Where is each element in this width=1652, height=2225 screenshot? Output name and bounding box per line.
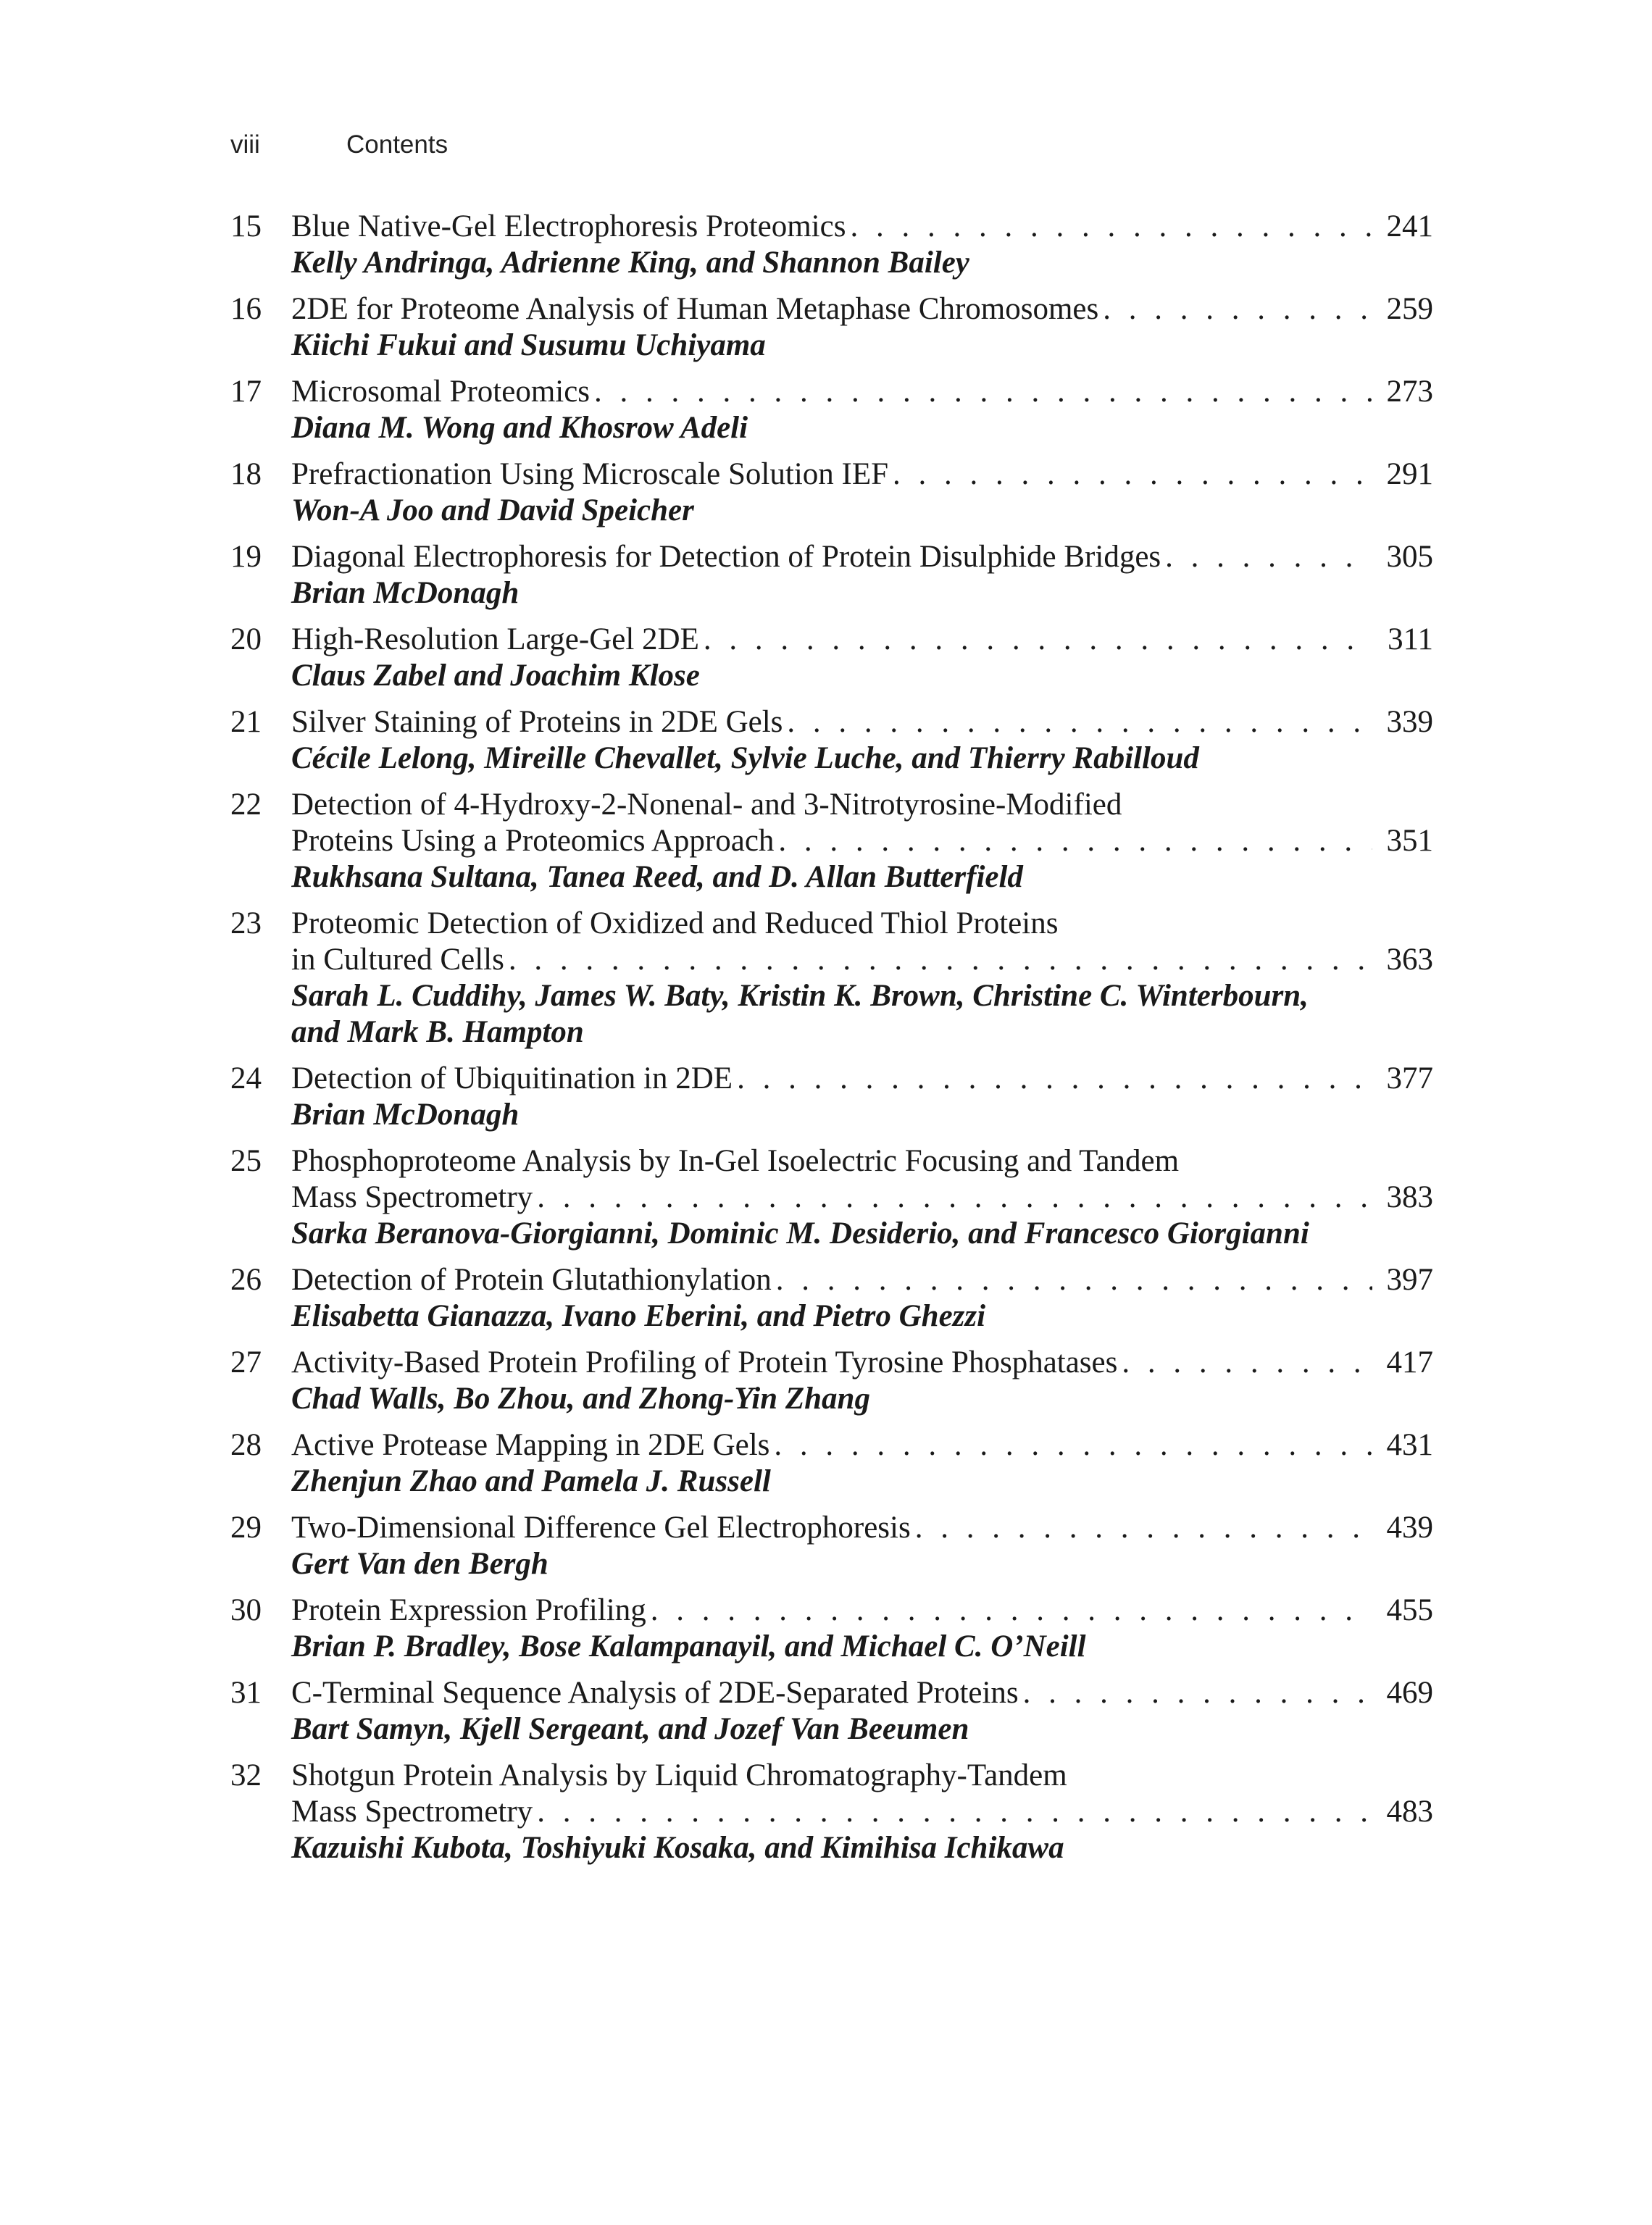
toc-entry	[230, 1675, 1433, 1748]
chapter-authors: Cécile Lelong, Mireille Chevallet, Sylvie Luche, and Thierry Rabilloud	[291, 741, 1199, 775]
dot-leader	[1161, 539, 1372, 575]
dot-leader	[772, 1262, 1372, 1298]
toc-entry	[230, 456, 1433, 529]
chapter-number: 23	[230, 906, 262, 940]
dot-leader	[774, 823, 1372, 859]
entry-body	[291, 291, 1433, 364]
chapter-title: Mass Spectrometry	[291, 1180, 533, 1214]
entry-body	[291, 456, 1433, 529]
dot-leader	[846, 209, 1372, 245]
dot-leader	[769, 1427, 1372, 1464]
entry-body	[291, 1592, 1433, 1665]
toc-entry	[230, 787, 1433, 896]
chapter-number: 32	[230, 1758, 262, 1792]
toc-entry	[230, 539, 1433, 611]
chapter-number: 29	[230, 1511, 262, 1545]
page-reference: 241	[1386, 209, 1433, 243]
toc-entry	[230, 906, 1433, 1051]
page-reference: 351	[1386, 824, 1433, 858]
toc-entry	[230, 1061, 1433, 1133]
toc-entry	[230, 1262, 1433, 1335]
chapter-title: Microsomal Proteomics	[291, 375, 591, 409]
chapter-title-line	[291, 1061, 1433, 1097]
chapter-authors: Brian McDonagh	[291, 1098, 520, 1132]
chapter-title-line	[291, 622, 1433, 658]
chapter-title: Diagonal Electrophoresis for Detection of Protein Disulphide Bridges	[291, 540, 1161, 574]
page-header	[230, 130, 448, 159]
entry-body	[291, 1675, 1433, 1748]
chapter-title: High-Resolution Large-Gel 2DE	[291, 622, 699, 656]
entry-body	[291, 704, 1433, 777]
chapter-title: 2DE for Proteome Analysis of Human Metaphase Chromosomes	[291, 292, 1099, 326]
entry-body	[291, 1758, 1433, 1866]
chapter-title-line	[291, 823, 1433, 859]
chapter-title-line	[291, 209, 1433, 245]
dot-leader	[504, 942, 1372, 978]
entry-body	[291, 1510, 1433, 1582]
chapter-title: Activity-Based Protein Profiling of Protein Tyrosine Phosphatases	[291, 1345, 1118, 1379]
chapter-number: 25	[230, 1144, 262, 1178]
entry-body	[291, 622, 1433, 694]
page-reference: 455	[1386, 1593, 1433, 1627]
chapter-title: Blue Native-Gel Electrophoresis Proteomics	[291, 209, 846, 243]
entry-body	[291, 209, 1433, 281]
chapter-number: 26	[230, 1263, 262, 1297]
chapter-authors: Kiichi Fukui and Susumu Uchiyama	[291, 328, 766, 362]
chapter-title-line	[291, 456, 1433, 493]
chapter-title: Two-Dimensional Difference Gel Electrophoresis	[291, 1511, 911, 1545]
chapter-authors: Rukhsana Sultana, Tanea Reed, and D. Allan Butterfield	[291, 860, 1023, 894]
chapter-authors: Brian P. Bradley, Bose Kalampanayil, and Michael C. O’Neill	[291, 1629, 1086, 1663]
page-reference: 305	[1386, 540, 1433, 574]
chapter-title-first-line: Proteomic Detection of Oxidized and Reduced Thiol Proteins	[291, 906, 1059, 940]
page-reference: 273	[1386, 375, 1433, 409]
chapter-title-line	[291, 291, 1433, 327]
toc-entry	[230, 1143, 1433, 1252]
chapter-title-line	[291, 539, 1433, 575]
page-reference: 439	[1386, 1511, 1433, 1545]
entry-body	[291, 539, 1433, 611]
entry-body	[291, 906, 1433, 1051]
chapter-title-first-line: Detection of 4-Hydroxy-2-Nonenal- and 3-Nitrotyrosine-Modified	[291, 788, 1122, 822]
dot-leader	[1117, 1345, 1372, 1381]
dot-leader	[783, 704, 1372, 740]
toc-entry	[230, 1345, 1433, 1417]
entry-body	[291, 1143, 1433, 1252]
toc-entry	[230, 622, 1433, 694]
chapter-authors: Bart Samyn, Kjell Sergeant, and Jozef Van Beeumen	[291, 1712, 969, 1746]
chapter-title: Detection of Ubiquitination in 2DE	[291, 1061, 733, 1095]
page-reference: 397	[1386, 1263, 1433, 1297]
entry-body	[291, 374, 1433, 446]
chapter-authors: Diana M. Wong and Khosrow Adeli	[291, 411, 748, 445]
entry-body	[291, 1345, 1433, 1417]
chapter-title-line	[291, 1262, 1433, 1298]
chapter-title: C-Terminal Sequence Analysis of 2DE-Separated Proteins	[291, 1676, 1019, 1710]
page-reference: 431	[1386, 1428, 1433, 1462]
entry-body	[291, 1427, 1433, 1500]
chapter-title: Mass Spectrometry	[291, 1795, 533, 1829]
chapter-authors: Kazuishi Kubota, Toshiyuki Kosaka, and Kimihisa Ichikawa	[291, 1831, 1064, 1865]
page-reference: 339	[1386, 705, 1433, 739]
chapter-number: 17	[230, 375, 262, 409]
chapter-number: 15	[230, 209, 262, 243]
toc-entry	[230, 704, 1433, 777]
chapter-authors: Sarka Beranova-Giorgianni, Dominic M. Desiderio, and Francesco Giorgianni	[291, 1216, 1309, 1251]
chapter-title: Protein Expression Profiling	[291, 1593, 646, 1627]
chapter-title: in Cultured Cells	[291, 943, 504, 977]
chapter-number: 19	[230, 540, 262, 574]
toc-entry	[230, 291, 1433, 364]
chapter-title-line	[291, 1345, 1433, 1381]
chapter-title-line	[291, 1675, 1433, 1711]
page-reference: 417	[1386, 1345, 1433, 1379]
chapter-title: Detection of Protein Glutathionylation	[291, 1263, 772, 1297]
chapter-authors: Kelly Andringa, Adrienne King, and Shannon Bailey	[291, 246, 969, 280]
page-reference: 311	[1388, 622, 1433, 656]
chapter-title-line	[291, 1510, 1433, 1546]
page-reference: 383	[1386, 1180, 1433, 1214]
toc-entry	[230, 1592, 1433, 1665]
chapter-authors: Gert Van den Bergh	[291, 1547, 548, 1581]
chapter-number: 27	[230, 1345, 262, 1379]
page-reference: 377	[1386, 1061, 1433, 1095]
page-reference: 469	[1386, 1676, 1433, 1710]
chapter-title-line	[291, 1427, 1433, 1464]
dot-leader	[646, 1592, 1372, 1629]
chapter-number: 28	[230, 1428, 262, 1462]
dot-leader	[888, 456, 1372, 493]
dot-leader	[733, 1061, 1372, 1097]
chapter-authors: Brian McDonagh	[291, 576, 520, 610]
chapter-authors: Sarah L. Cuddihy, James W. Baty, Kristin K. Brown, Christine C. Winterbourn, and Mark B. Hampton	[291, 979, 1309, 1049]
toc-entry	[230, 374, 1433, 446]
page-reference: 363	[1386, 943, 1433, 977]
dot-leader	[699, 622, 1372, 658]
toc-entry	[230, 209, 1433, 281]
page-reference: 291	[1386, 457, 1433, 491]
entry-body	[291, 787, 1433, 896]
chapter-authors: Chad Walls, Bo Zhou, and Zhong-Yin Zhang	[291, 1382, 870, 1416]
chapter-number: 18	[230, 457, 262, 491]
chapter-title-line	[291, 942, 1433, 978]
chapter-title: Active Protease Mapping in 2DE Gels	[291, 1428, 770, 1462]
dot-leader	[911, 1510, 1372, 1546]
chapter-title-line	[291, 374, 1433, 410]
chapter-title-first-line: Shotgun Protein Analysis by Liquid Chromatography-Tandem	[291, 1758, 1067, 1792]
chapter-number: 22	[230, 788, 262, 822]
chapter-number: 24	[230, 1061, 262, 1095]
entry-body	[291, 1262, 1433, 1335]
chapter-authors: Claus Zabel and Joachim Klose	[291, 659, 700, 693]
chapter-title-line	[291, 1592, 1433, 1629]
entry-body	[291, 1061, 1433, 1133]
table-of-contents	[230, 209, 1433, 1877]
running-title: Contents	[346, 130, 449, 159]
chapter-authors: Won-A Joo and David Speicher	[291, 493, 694, 527]
dot-leader	[1019, 1675, 1372, 1711]
chapter-number: 16	[230, 292, 262, 326]
dot-leader	[590, 374, 1372, 410]
dot-leader	[533, 1180, 1372, 1216]
chapter-title-line	[291, 704, 1433, 740]
chapter-number: 21	[230, 705, 262, 739]
toc-entry	[230, 1510, 1433, 1582]
page-number: viii	[230, 130, 260, 159]
chapter-number: 30	[230, 1593, 262, 1627]
toc-entry	[230, 1427, 1433, 1500]
chapter-authors: Elisabetta Gianazza, Ivano Eberini, and Pietro Ghezzi	[291, 1299, 986, 1333]
page-reference: 483	[1386, 1795, 1433, 1829]
toc-entry	[230, 1758, 1433, 1866]
chapter-number: 31	[230, 1676, 262, 1710]
dot-leader	[533, 1794, 1372, 1830]
dot-leader	[1098, 291, 1372, 327]
chapter-title: Silver Staining of Proteins in 2DE Gels	[291, 705, 783, 739]
chapter-authors: Zhenjun Zhao and Pamela J. Russell	[291, 1464, 771, 1498]
chapter-title-line	[291, 1180, 1433, 1216]
chapter-title-line	[291, 1794, 1433, 1830]
chapter-title-first-line: Phosphoproteome Analysis by In-Gel Isoelectric Focusing and Tandem	[291, 1144, 1180, 1178]
chapter-title: Proteins Using a Proteomics Approach	[291, 824, 775, 858]
page-reference: 259	[1386, 292, 1433, 326]
chapter-title: Prefractionation Using Microscale Solution IEF	[291, 457, 889, 491]
chapter-number: 20	[230, 622, 262, 656]
